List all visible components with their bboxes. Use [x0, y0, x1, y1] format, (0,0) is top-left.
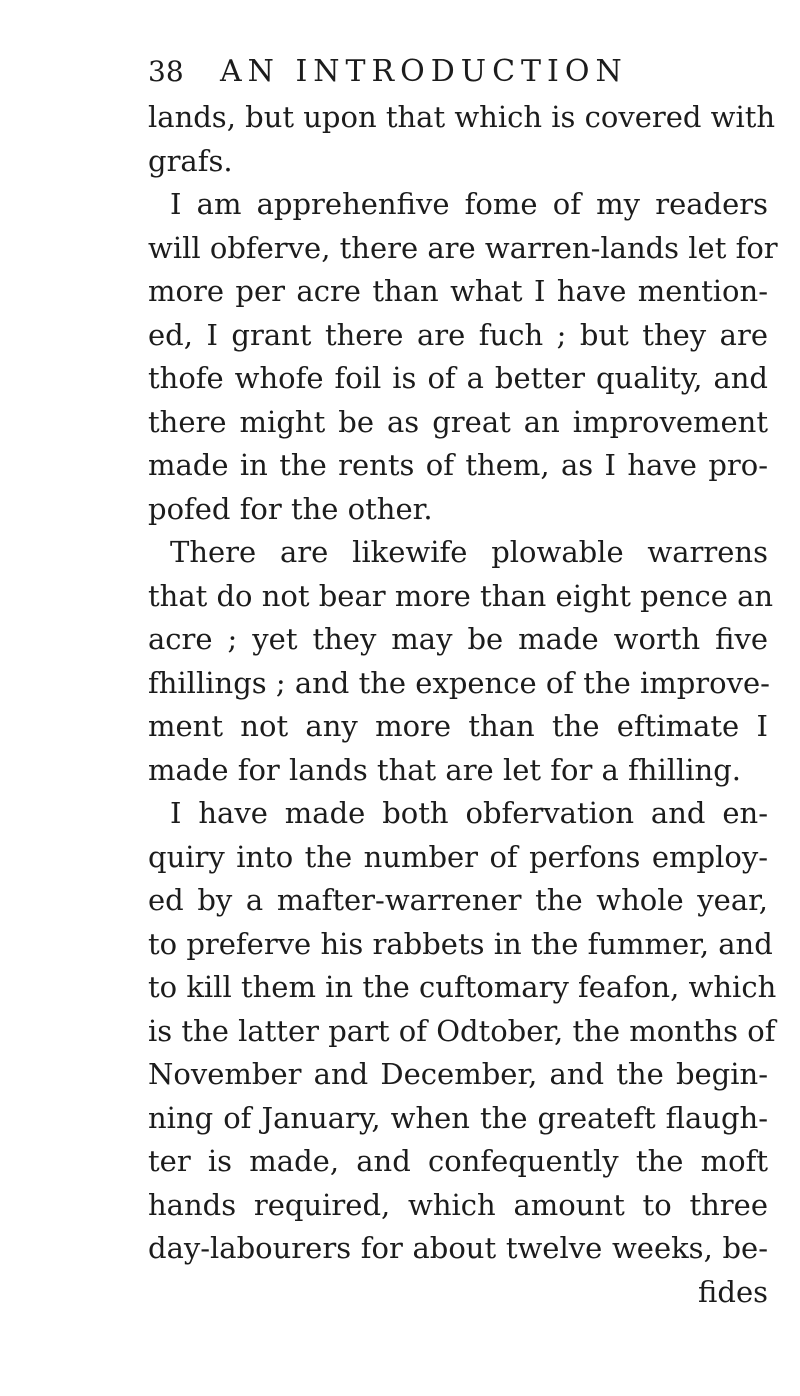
text-line: ed, I grant there are fuch ; but they are — [148, 317, 768, 352]
text-line: quiry into the number of perfons employ- — [148, 839, 768, 874]
text-line: there might be as great an improvement — [148, 404, 768, 439]
text-line: hands required, which amount to three — [148, 1187, 768, 1222]
text-line: will obferve, there are warren-lands let for — [148, 230, 778, 265]
running-head-title: AN INTRODUCTION — [220, 54, 628, 89]
text-line: is the latter part of Odtober, the months of — [148, 1013, 776, 1048]
text-line: day-labourers for about twelve weeks, be- — [148, 1231, 768, 1265]
text-line: that do not bear more than eight pence an — [148, 578, 774, 613]
text-line: ning of January, when the greateft flaugh- — [148, 1100, 768, 1135]
text-line: pofed for the other. — [148, 491, 433, 526]
text-line: more per acre than what I have mention- — [148, 274, 768, 308]
text-line: ed by a mafter-warrener the whole year, — [148, 883, 768, 917]
text-line: ter is made, and confequently the moft — [148, 1144, 768, 1178]
text-line: ment not any more than the eftimate I — [148, 709, 768, 743]
text-line: fhillings ; and the expence of the improve- — [148, 665, 770, 700]
text-line: acre ; yet they may be made worth five — [148, 622, 768, 656]
paragraph-start-line: I have made both obfervation and en- — [170, 796, 768, 830]
paragraph-start-line: I am apprehenfive fome of my readers — [170, 187, 768, 221]
catchword: fides — [698, 1274, 768, 1309]
page-number: 38 — [148, 55, 184, 88]
text-line: lands, but upon that which is covered with — [148, 100, 776, 134]
text-line: grafs. — [148, 143, 233, 178]
body-text — [148, 96, 778, 1314]
text-line: to preferve his rabbets in the fummer, and — [148, 926, 773, 961]
text-line: thofe whofe foil is of a better quality, and — [148, 361, 768, 395]
text-line: November and December, and the begin- — [148, 1057, 768, 1091]
running-head — [148, 52, 748, 92]
paragraph-start-line: There are likewife plowable warrens — [170, 535, 768, 569]
text-line: made for lands that are let for a fhilling. — [148, 752, 741, 787]
text-line: made in the rents of them, as I have pro- — [148, 448, 768, 482]
text-line: to kill them in the cuftomary feafon, which — [148, 970, 777, 1004]
